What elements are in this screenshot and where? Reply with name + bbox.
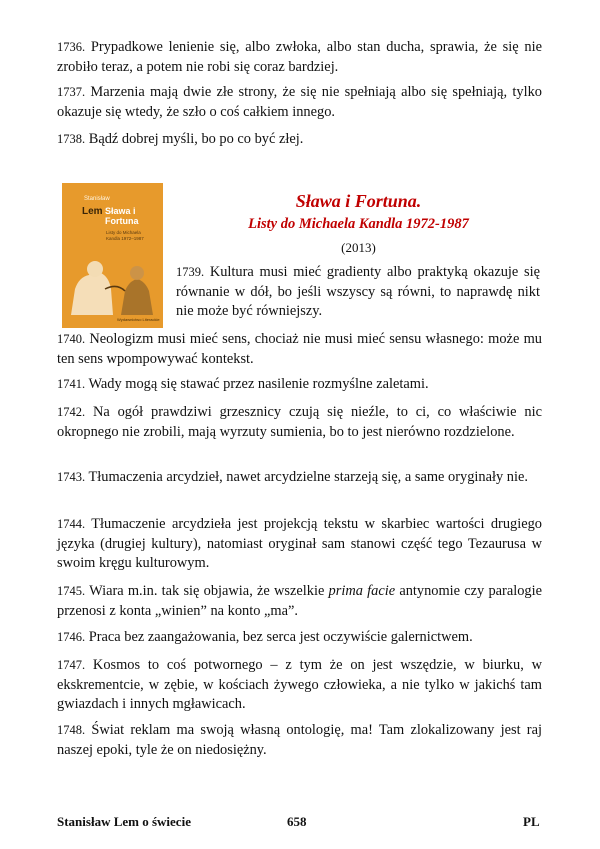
aphorism-number: 1744. [57,517,86,531]
aphorism-1739 [176,263,540,322]
book-year: (2013) [341,240,376,255]
cover-author-firstname: Stanisław [84,196,110,202]
aphorism-1747 [57,656,542,715]
book-cover-image [62,183,163,328]
aphorism-text: Tłumaczenie arcydzieła jest projekcją tekstu w skarbiec wartości drugiego języka (drugiej kultury), natomiast oryginał sam stanowi część tego Tezaurusa w swoim kręgu kulturowym. [57,516,542,571]
footer-book-title: Stanisław Lem o świecie [57,814,191,829]
aphorism-number: 1742. [57,405,86,419]
aphorism-text: Wady mogą się stawać przez nasilenie rozmyślne zaletami. [88,376,429,392]
aphorism-number: 1746. [57,630,86,644]
cover-author-lastname: Lem [82,206,103,217]
aphorism-text: Na ogół prawdziwi grzesznicy czują się nieźle, to ci, co właściwie nic okropnego nie zrobili, mają wyrzuty sumienia, bo to jest nierówno rozdzielone. [57,404,542,440]
aphorism-italic-phrase: prima facie [328,583,396,599]
aphorism-text: Kultura musi mieć gradienty albo praktyką okazuje się równanie w dół, bo jeśli wszyscy są równi, to naprawdę nikt nie może być równiejszy. [176,264,540,319]
cover-publisher: Wydawnictwo Literackie [117,317,160,322]
aphorism-number: 1736. [57,40,86,54]
cover-photo [65,249,161,315]
book-subtitle: Listy do Michaela Kandla 1972-1987 [248,216,469,232]
aphorism-text: Świat reklam ma swoją własną ontologię, ma! Tam zlokalizowany jest raj naszej epoki, tyle że on niedosiężny. [57,722,542,758]
aphorism-number: 1741. [57,377,86,391]
aphorism-1736 [57,38,542,77]
cover-title: Sława i Fortuna [105,206,139,226]
aphorism-text-part: antynomie czy paralogie przenosi z konta „winien” na konto „ma”. [57,583,542,619]
aphorism-1743 [57,468,542,488]
aphorism-text: Marzenia mają dwie złe strony, że się nie spełniają albo się spełniają, tylko okazuje się wtedy, że szło o coś całkiem innego. [57,84,542,120]
aphorism-text: Prypadkowe lenienie się, albo zwłoka, albo stan ducha, sprawia, że się nie zrobiło teraz, a potem nie robi się coraz bardziej. [57,39,542,75]
aphorism-text: Tłumaczenia arcydzieł, nawet arcydzielne starzeją się, a same oryginały nie. [88,469,528,485]
aphorism-1744 [57,515,542,574]
footer-page-number: 658 [287,814,307,829]
aphorism-1748 [57,721,542,760]
aphorism-text: Bądź dobrej myśli, bo po co być złej. [88,131,304,147]
aphorism-number: 1738. [57,132,86,146]
aphorism-1741 [57,375,542,395]
cover-subtitle: Listy do Michaela Kandla 1972–1987 [106,230,144,241]
footer-language: PL [523,814,540,829]
aphorism-1745 [57,582,542,621]
aphorism-1738 [57,130,542,150]
aphorism-number: 1745. [57,584,86,598]
aphorism-1740 [57,330,542,369]
aphorism-1742 [57,403,542,442]
aphorism-text: Neologizm musi mieć sens, chociaż nie musi mieć sensu własnego: może mu ten sens wpompowywać kontekst. [57,331,542,367]
aphorism-text: Kosmos to coś potwornego – z tym że on jest wszędzie, w biurku, w ekskrementcie, w zębie, w kościach żywego człowieka, a nie tylko w jakichś tam gwiazdach i innych mgławicach. [57,657,542,712]
aphorism-number: 1739. [176,265,205,279]
aphorism-text: Praca bez zaangażowania, bez serca jest oczywiście galernictwem. [88,629,473,645]
aphorism-1737 [57,83,542,122]
aphorism-number: 1748. [57,723,86,737]
book-title: Sława i Fortuna. [295,191,422,211]
aphorism-number: 1743. [57,470,86,484]
aphorism-number: 1740. [57,332,86,346]
aphorism-1746 [57,628,542,648]
aphorism-text-part: Wiara m.in. tak się objawia, że wszelkie [89,583,329,599]
aphorism-number: 1747. [57,658,86,672]
aphorism-number: 1737. [57,85,86,99]
